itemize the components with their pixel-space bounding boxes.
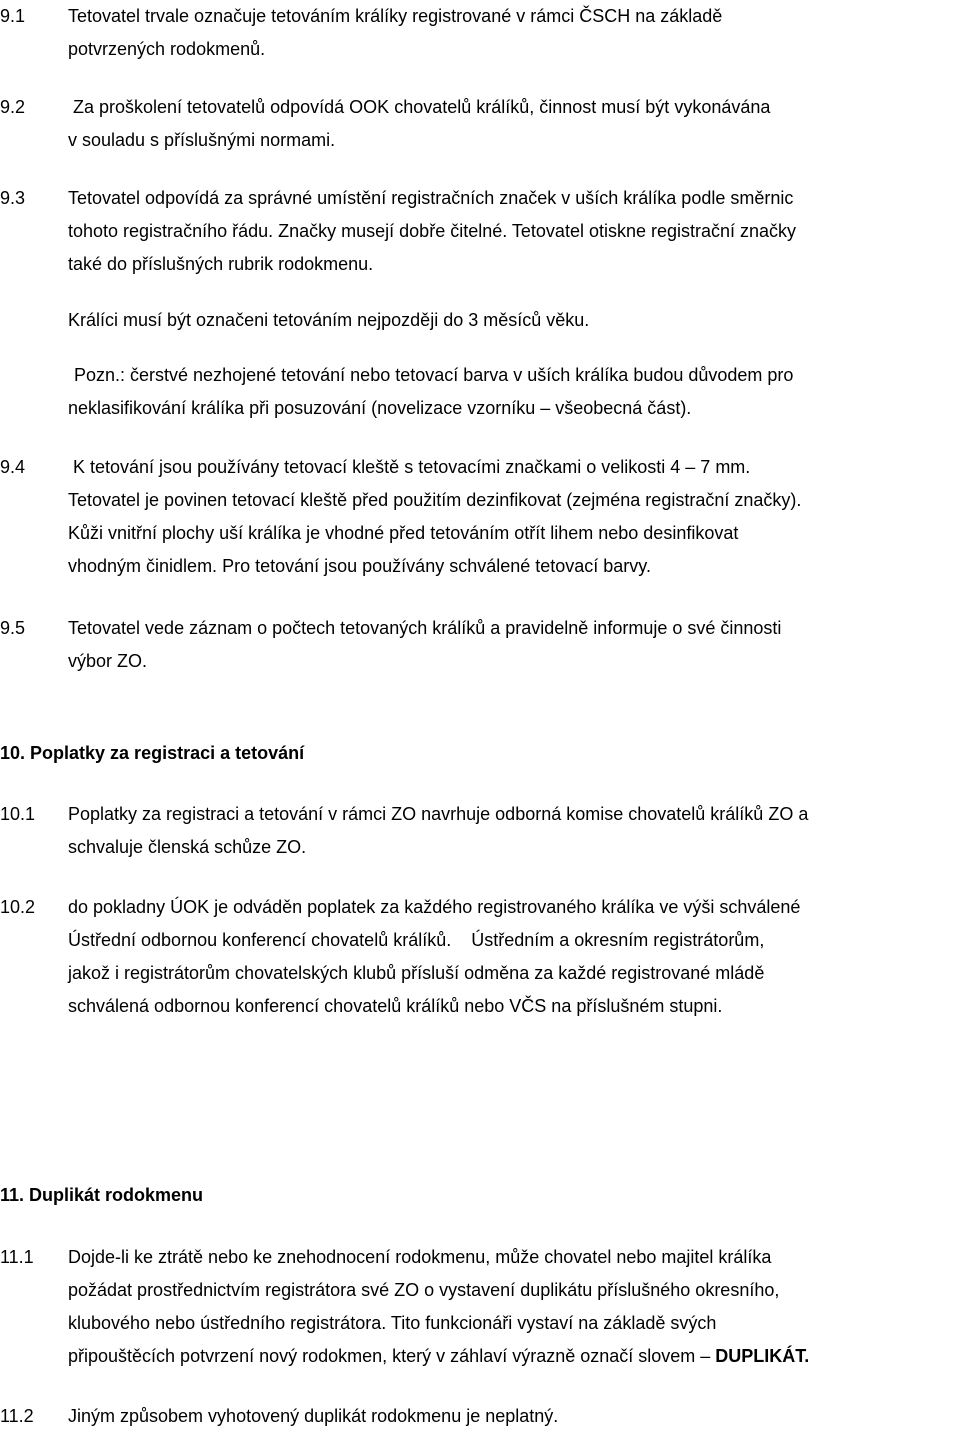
- text-line: Za proškolení tetovatelů odpovídá OOK chovatelů králíků, činnost musí být vykonávána: [68, 97, 771, 117]
- note-line: neklasifikování králíka při posuzování (novelizace vzorníku – všeobecná část).: [68, 398, 692, 418]
- text-line: Dojde-li ke ztrátě nebo ke znehodnocení rodokmenu, může chovatel nebo majitel králíka: [68, 1247, 772, 1267]
- clause-text: [68, 451, 958, 583]
- clause-number: 9.2: [0, 97, 26, 117]
- section-heading-10: 10. Poplatky za registraci a tetování: [0, 743, 305, 763]
- note-line: [68, 359, 958, 392]
- note-text-part: : čerstvé nezhojené tetování nebo tetovací barva v uších králíka budou důvodem pro: [120, 365, 794, 385]
- clause-number: 11.2: [0, 1406, 34, 1426]
- text-line: výbor ZO.: [68, 651, 148, 671]
- text-line: také do příslušných rubrik rodokmenu.: [68, 254, 374, 274]
- duplikat-emphasis: DUPLIKÁT.: [715, 1346, 810, 1366]
- text-part: připouštěcích potvrzení nový rodokmen, který v záhlaví výrazně označí slovem –: [68, 1346, 716, 1366]
- clause-number: 9.3: [0, 188, 26, 208]
- text-line: Tetovatel vede záznam o počtech tetovaných králíků a pravidelně informuje o své činnosti: [68, 618, 782, 638]
- text-line: vhodným činidlem. Pro tetování jsou používány schválené tetovací barvy.: [68, 556, 651, 576]
- clause-text: [68, 0, 958, 66]
- text-line: Kůži vnitřní plochy uší králíka je vhodné před tetováním otřít lihem nebo desinfikovat: [68, 523, 739, 543]
- text-line: v souladu s příslušnými normami.: [68, 130, 336, 150]
- text-line: schválená odbornou konferencí chovatelů králíků nebo VČS na příslušném stupni.: [68, 996, 723, 1016]
- clause-text: [68, 182, 958, 281]
- text-line: Tetovatel odpovídá za správné umístění registračních značek v uších králíka podle směrnic: [68, 188, 794, 208]
- text-line: Tetovatel trvale označuje tetováním králíky registrované v rámci ČSCH na základě: [68, 6, 723, 26]
- clause-text: [68, 1241, 958, 1373]
- text-line: [68, 1340, 958, 1373]
- note-label: Pozn.: [74, 365, 121, 385]
- text-line: tohoto registračního řádu. Značky musejí dobře čitelné. Tetovatel otiskne registrační značky: [68, 221, 797, 241]
- clause-text: [68, 891, 958, 1023]
- note-text: [68, 359, 958, 425]
- clause-text: [68, 1400, 958, 1433]
- text-line: do pokladny ÚOK je odváděn poplatek za každého registrovaného králíka ve výši schválené: [68, 897, 801, 917]
- text-line: jakož i registrátorům chovatelských klubů přísluší odměna za každé registrované mládě: [68, 963, 765, 983]
- text-line: K tetování jsou používány tetovací kleště s tetovacími značkami o velikosti 4 – 7 mm.: [68, 457, 751, 477]
- text-line: Králíci musí být označeni tetováním nejpozději do 3 měsíců věku.: [68, 310, 590, 330]
- clause-text: [68, 91, 958, 157]
- text-line: klubového nebo ústředního registrátora. Tito funkcionáři vystaví na základě svých: [68, 1313, 717, 1333]
- section-heading-11: 11. Duplikát rodokmenu: [0, 1185, 204, 1205]
- text-line: potvrzených rodokmenů.: [68, 39, 266, 59]
- clause-text: [68, 798, 958, 864]
- text-line: požádat prostřednictvím registrátora své ZO o vystavení duplikátu příslušného okresního,: [68, 1280, 780, 1300]
- text-line: schvaluje členská schůze ZO.: [68, 837, 307, 857]
- text-line: Tetovatel je povinen tetovací kleště před použitím dezinfikovat (zejména registrační značky).: [68, 490, 802, 510]
- text-line: Ústřední odbornou konferencí chovatelů králíků. Ústředním a okresním registrátorům,: [68, 930, 765, 950]
- clause-number: 9.4: [0, 457, 26, 477]
- clause-number: 10.2: [0, 897, 36, 917]
- clause-number: 9.1: [0, 6, 26, 26]
- text-line: Poplatky za registraci a tetování v rámci ZO navrhuje odborná komise chovatelů králíků ZO a: [68, 804, 809, 824]
- clause-text: [68, 612, 958, 678]
- text-line: Jiným způsobem vyhotovený duplikát rodokmenu je neplatný.: [68, 1406, 559, 1426]
- clause-number: 10.1: [0, 804, 36, 824]
- clause-number: 9.5: [0, 618, 26, 638]
- clause-text: [68, 304, 958, 337]
- clause-number: 11.1: [0, 1247, 34, 1267]
